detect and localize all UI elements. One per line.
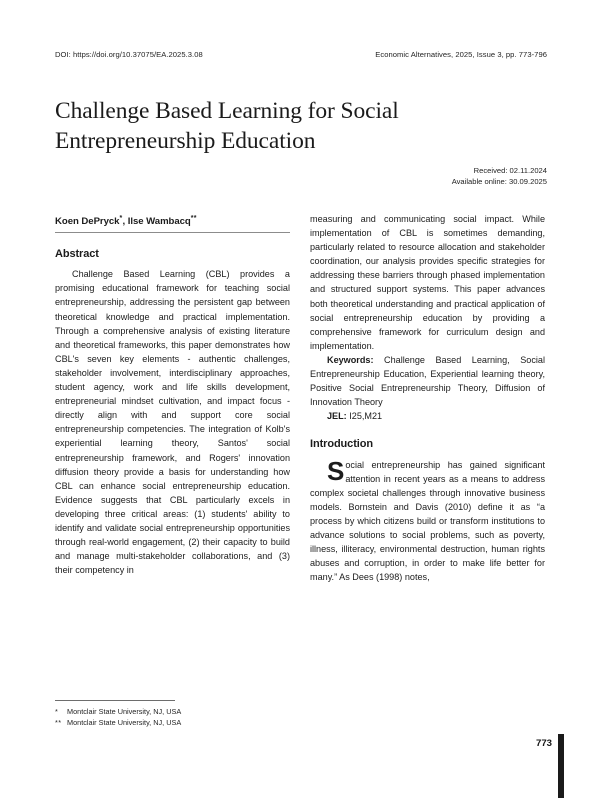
author-mark-2: ** <box>190 215 197 222</box>
footnote-item <box>55 717 290 728</box>
introduction-heading: Introduction <box>310 438 373 451</box>
keywords-label: Keywords: <box>327 354 374 365</box>
introduction-text: ocial entrepreneurship has gained significant attention in recent years as a means to address complex societal challenges through innovative business models. Bornstein and Davis (2010) define it as “a process by which citizens build or transform institutions to advance solutions to social problems, such as poverty, illness, illiteracy, environmental destruction, human rights abuses and corruption, in order to make life better for many.” As Dees (1998) notes, <box>310 459 545 583</box>
page-title: Challenge Based Learning for Social Entrepreneurship Education <box>55 97 399 154</box>
jel-line <box>310 409 545 423</box>
page-number: 773 <box>535 738 552 749</box>
received-date: Received: 02.11.2024 <box>473 166 547 175</box>
keywords-line <box>310 353 545 409</box>
drop-cap: S <box>327 455 345 486</box>
footnote-mark: ** <box>55 718 62 728</box>
author-name-2: Ilse Wambacq <box>127 216 191 228</box>
footnote-text: Montclair State University, NJ, USA <box>67 707 182 716</box>
publication-dates <box>452 166 547 187</box>
author-mark-1: * <box>119 215 123 222</box>
footnote-rule <box>55 700 175 701</box>
abstract-paragraph: Challenge Based Learning (CBL) provides a promising educational framework for teaching social entrepreneurship, addressing the persistent gap between theoretical knowledge and practical implementation. Through a comprehensive analysis of existing literature and theoretical frameworks, this paper demonstrates how CBL's seven key elements - authentic challenges, stakeholder involvement, interdisciplinary approaches, student agency, work and life skills development, entrepreneurial mindset cultivation, and impact focus - directly align with and support core social entrepreneurship competencies. The integration of Kolb's experiential learning theory, Santos' social entrepreneurship framework, and Rogers' innovation diffusion theory provide a basis for understanding how CBL can enhance social entrepreneurship education. Evidence suggests that CBL particularly excels in developing three critical areas: (1) students' ability to identify and validate social entrepreneurship opportunities through real-world engagement, (2) their capacity to build and manage multi-stakeholder collaborations, and (3) their competency in <box>55 269 290 576</box>
right-column <box>310 212 545 584</box>
left-column <box>55 212 290 577</box>
footnote-item <box>55 706 290 717</box>
author-line <box>55 212 290 228</box>
author-separator: , <box>122 216 128 228</box>
introduction-paragraph <box>310 455 545 585</box>
author-rule <box>55 232 290 233</box>
page-edge-bar <box>558 734 564 798</box>
journal-reference: Economic Alternatives, 2025, Issue 3, pp. 773-796 <box>375 50 547 59</box>
author-name-1: Koen DePryck <box>55 216 120 228</box>
keywords-text: Challenge Based Learning, Social Entrepreneurship Education, Experiential learning theory, Positive Social Entrepreneurship Theory, Diffusion of Innovation Theory <box>310 354 545 408</box>
footnotes <box>55 700 290 729</box>
abstract-continuation: measuring and communicating social impact. While implementation of CBL is sometimes demanding, particularly related to resource allocation and stakeholder coordination, our analysis provides specific strategies for addressing these barriers through phased implementation and structured support systems. This paper advances both theoretical understanding and practical application of social entrepreneurship education by providing a comprehensive framework for curriculum design and implementation. <box>310 214 545 351</box>
footnote-text: Montclair State University, NJ, USA <box>67 718 182 728</box>
available-online-date: Available online: 30.09.2025 <box>451 176 547 186</box>
doi-text: DOI: https://doi.org/10.37075/EA.2025.3.08 <box>55 50 203 59</box>
footnote-mark: * <box>55 707 59 716</box>
abstract-heading: Abstract <box>55 248 99 261</box>
running-head <box>55 50 555 59</box>
jel-codes: I25,M21 <box>346 411 383 422</box>
jel-label: JEL: <box>327 411 347 422</box>
